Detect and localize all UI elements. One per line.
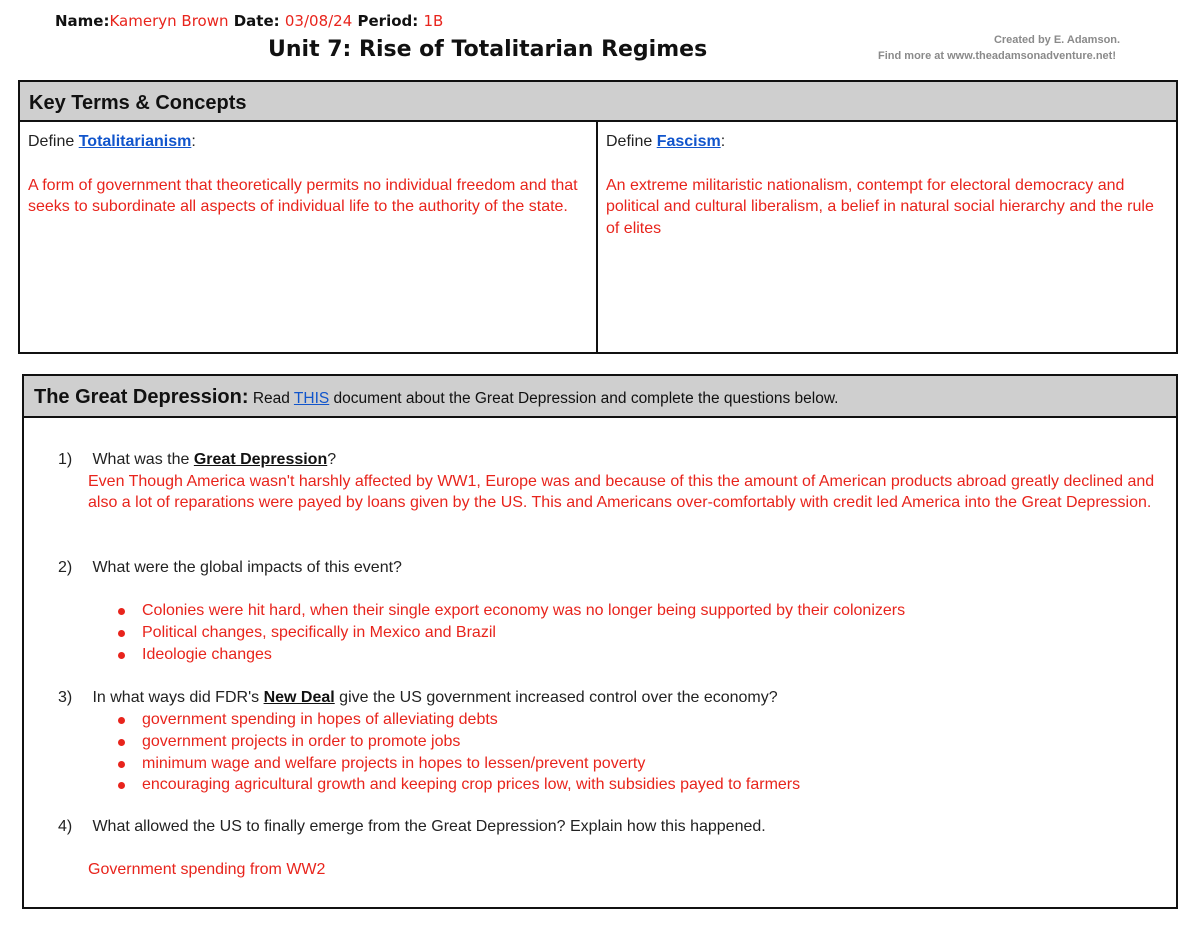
q1-answer[interactable]: Even Though America wasn't harshly affected by WW1, Europe was and because of this the amount of American products abroad greatly declined and also a lot of reparations were payed by loans given by the US. This and Americans over-comfortably with credit led America into the Great Depression. bbox=[88, 472, 1155, 511]
q3-text-before: In what ways did FDR's bbox=[92, 689, 260, 706]
totalitarianism-definition[interactable]: A form of government that theoretically permits no individual freedom and that seeks to subordinate all aspects of individual life to the authority of the state. bbox=[28, 176, 578, 215]
intro-after: document about the Great Depression and complete the questions below. bbox=[333, 390, 839, 407]
question-number: 2) bbox=[58, 559, 73, 576]
q4-text: What allowed the US to finally emerge from the Great Depression? Explain how this happened. bbox=[92, 818, 766, 835]
great-depression-heading bbox=[24, 376, 1176, 418]
q2-text: What were the global impacts of this event? bbox=[92, 559, 402, 576]
credit-line-1: Created by E. Adamson. bbox=[993, 34, 1121, 46]
list-item: Ideologie changes bbox=[114, 644, 905, 666]
totalitarianism-cell[interactable]: Define Totalitarianism: A form of government that theoretically permits no individual freedom and that seeks to subordinate all aspects of individual life to the authority of the state. bbox=[20, 122, 598, 352]
date-label: Date: bbox=[233, 12, 280, 30]
q1-text-before: What was the bbox=[92, 451, 190, 468]
student-info-line bbox=[55, 12, 443, 30]
student-name[interactable]: Kameryn Brown bbox=[109, 12, 229, 30]
list-item: encouraging agricultural growth and keeping crop prices low, with subsidies payed to farmers bbox=[114, 774, 800, 796]
period-value[interactable]: 1B bbox=[423, 12, 444, 30]
fascism-cell[interactable]: Define Fascism: An extreme militaristic nationalism, contempt for electoral democracy and political and cultural liberalism, a belief in natural social hierarchy and the rule of elites bbox=[598, 122, 1176, 352]
question-number: 4) bbox=[58, 818, 73, 835]
question-4 bbox=[58, 816, 1168, 838]
question-text bbox=[92, 689, 777, 706]
q3-answer-list[interactable] bbox=[114, 709, 800, 796]
name-label: Name: bbox=[55, 12, 110, 30]
list-item: Colonies were hit hard, when their single export economy was no longer being supported by their colonizers bbox=[114, 600, 905, 622]
intro-before: Read bbox=[252, 390, 290, 407]
key-terms-heading: Key Terms & Concepts bbox=[20, 82, 1176, 122]
credit-line-2: Find more at www.theadamsonadventure.net! bbox=[878, 50, 1116, 62]
define-label: Define bbox=[606, 133, 653, 150]
period-label: Period: bbox=[357, 12, 419, 30]
question-text bbox=[92, 451, 336, 468]
list-item: government projects in order to promote jobs bbox=[114, 731, 800, 753]
fascism-definition[interactable]: An extreme militaristic nationalism, contempt for electoral democracy and political and cultural liberalism, a belief in natural social hierarchy and the rule of elites bbox=[606, 176, 1154, 237]
list-item: Political changes, specifically in Mexico and Brazil bbox=[114, 622, 905, 644]
q3-text-after: give the US government increased control over the economy? bbox=[339, 689, 778, 706]
question-number: 1) bbox=[58, 451, 73, 468]
credit-block bbox=[827, 32, 1167, 64]
question-1 bbox=[58, 449, 1168, 514]
define-label: Define bbox=[28, 133, 75, 150]
question-number: 3) bbox=[58, 689, 73, 706]
q3-keyword: New Deal bbox=[263, 689, 335, 706]
list-item: minimum wage and welfare projects in hopes to lessen/prevent poverty bbox=[114, 753, 800, 775]
q1-text-after: ? bbox=[327, 451, 337, 468]
this-document-link[interactable]: THIS bbox=[293, 390, 330, 407]
q2-answer-list[interactable] bbox=[114, 600, 905, 665]
term-fascism[interactable]: Fascism bbox=[656, 133, 721, 150]
date-value[interactable]: 03/08/24 bbox=[284, 12, 353, 30]
key-terms-table bbox=[18, 80, 1178, 354]
great-depression-section bbox=[22, 374, 1178, 909]
page-title: Unit 7: Rise of Totalitarian Regimes bbox=[268, 37, 708, 62]
question-2 bbox=[58, 557, 1168, 579]
q1-keyword: Great Depression bbox=[193, 451, 328, 468]
question-3 bbox=[58, 687, 1168, 709]
list-item: government spending in hopes of alleviating debts bbox=[114, 709, 800, 731]
q4-answer[interactable]: Government spending from WW2 bbox=[88, 861, 326, 878]
term-totalitarianism[interactable]: Totalitarianism bbox=[78, 133, 192, 150]
section-title: The Great Depression: bbox=[34, 386, 249, 408]
